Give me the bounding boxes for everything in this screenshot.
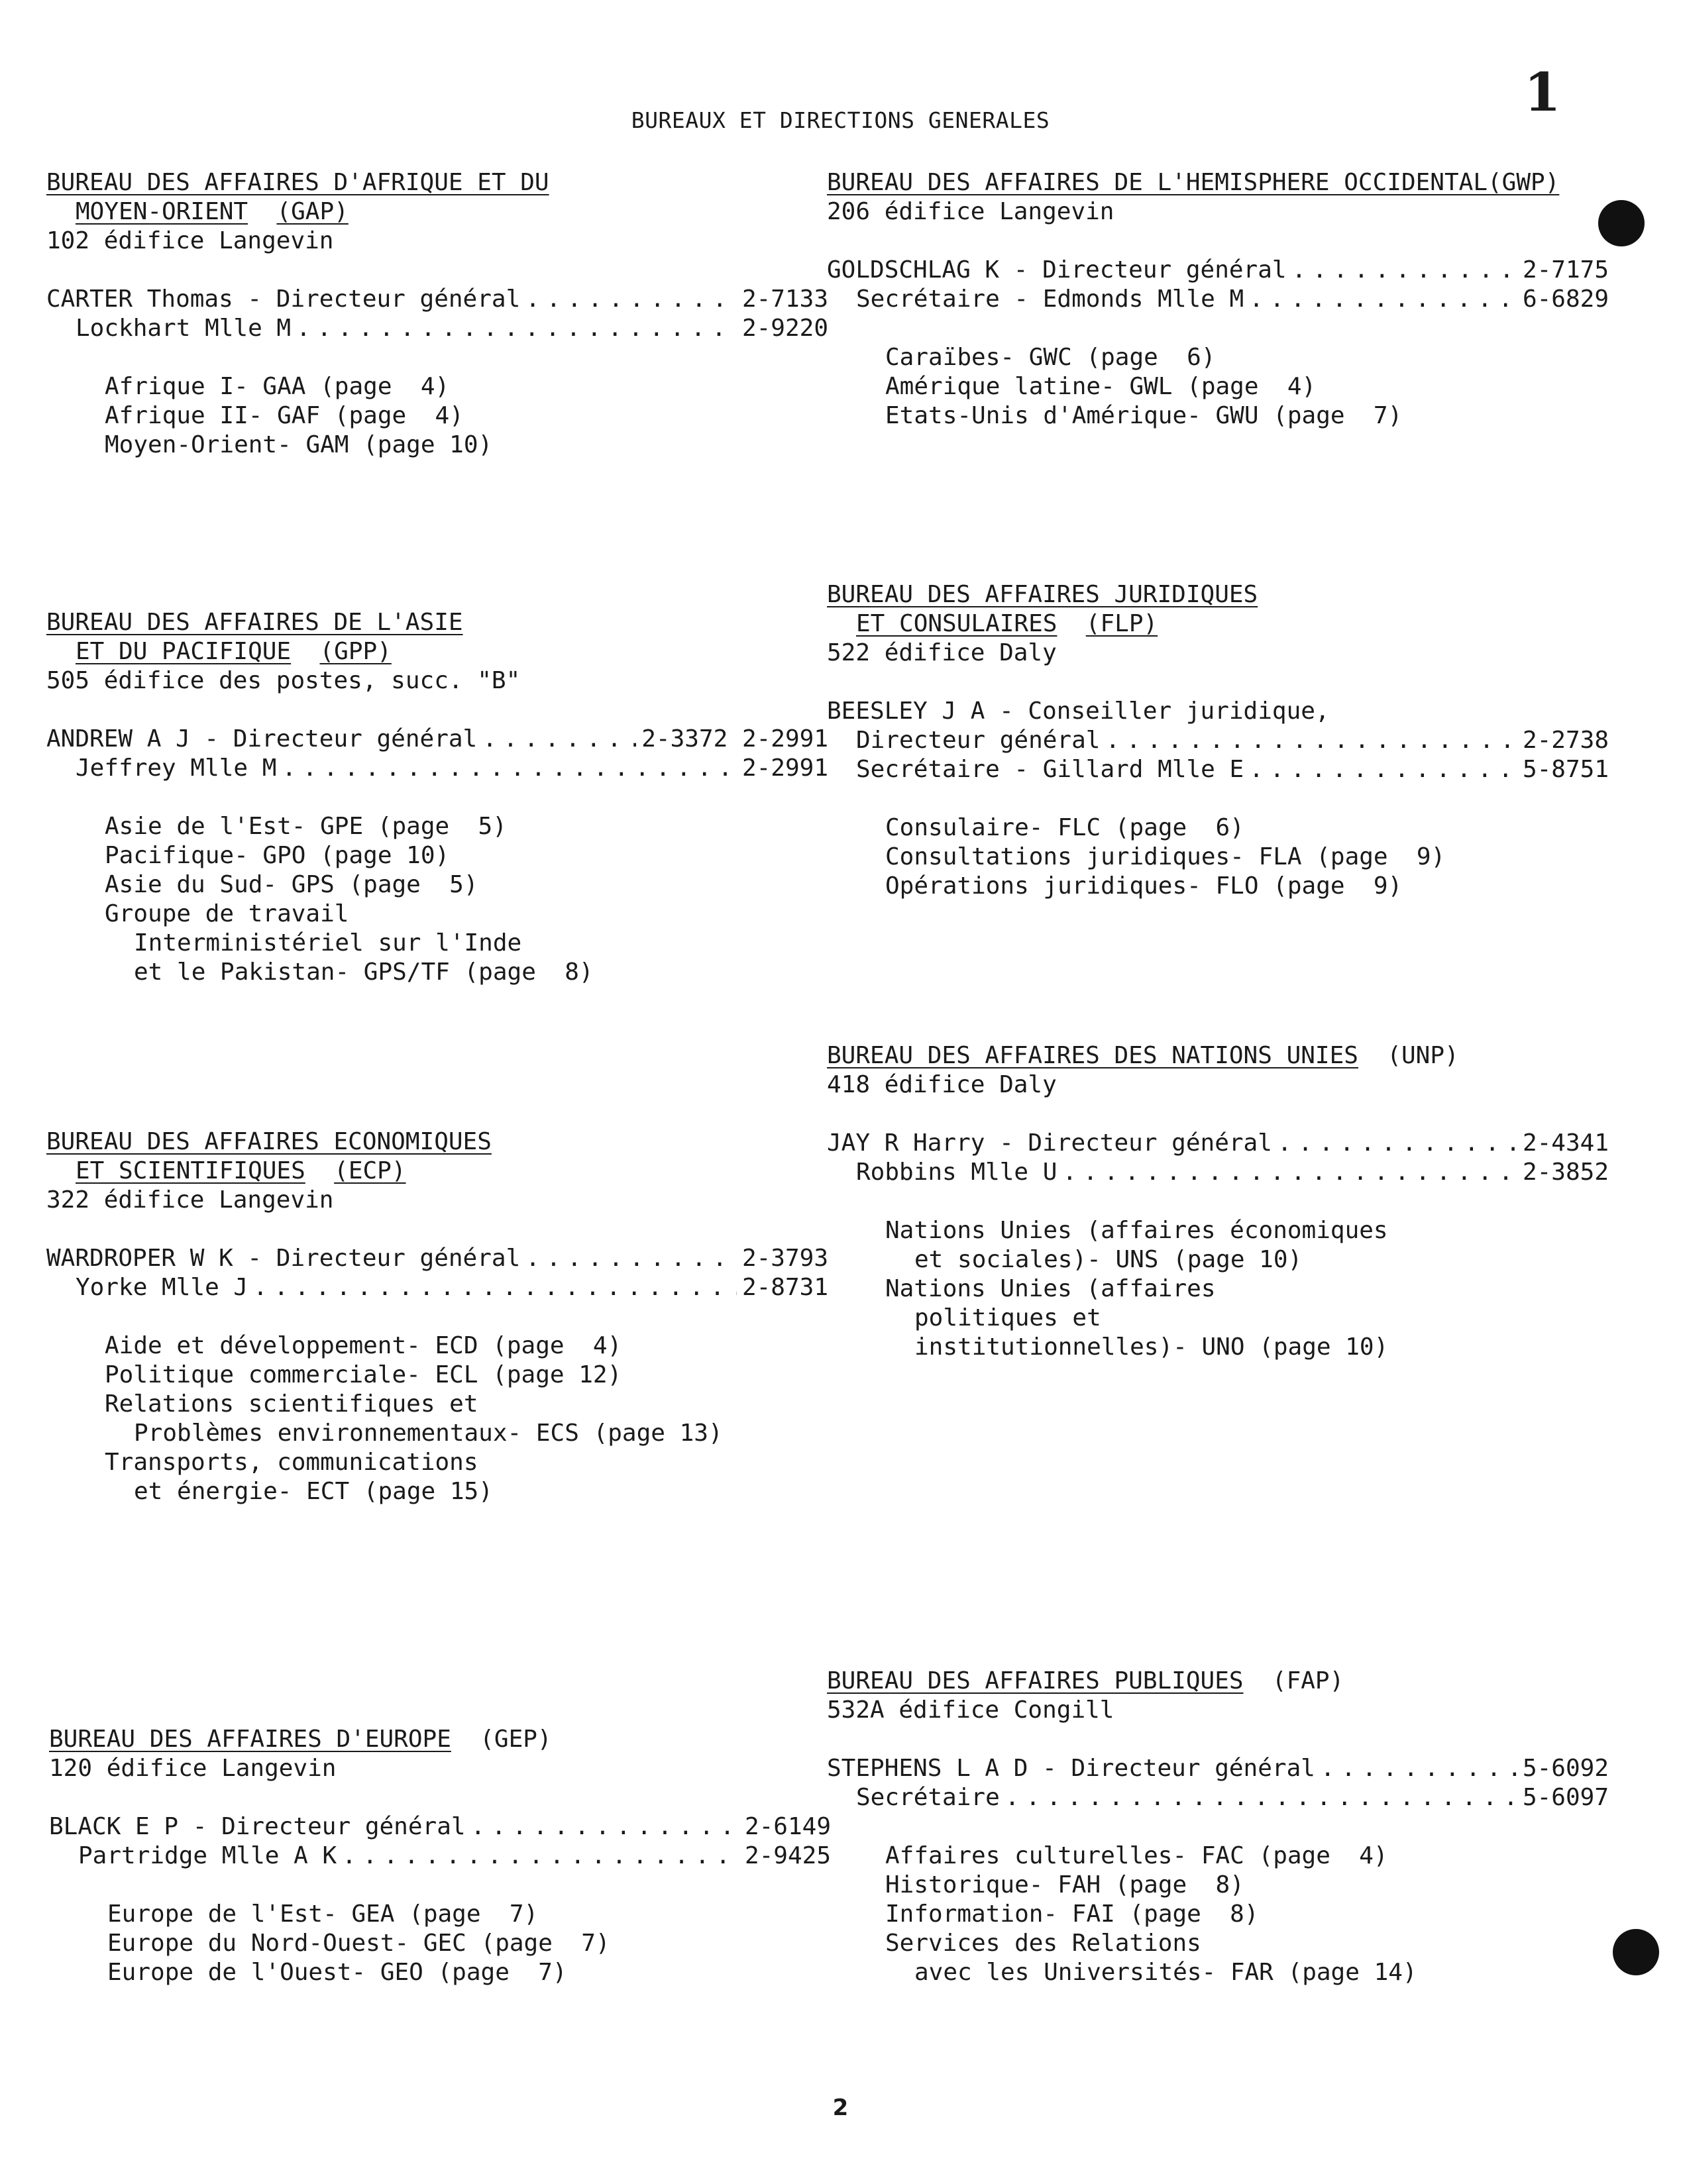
contact-phone: 2-2738 <box>1522 727 1609 754</box>
bureau-unp <box>827 1041 1609 1362</box>
division-row <box>49 1958 831 1987</box>
bureau-address: 532A édifice Congill <box>827 1696 1114 1724</box>
division-row <box>46 431 828 460</box>
contact-row <box>46 314 828 343</box>
contact-row <box>827 1783 1609 1812</box>
contact-name: Secrétaire <box>856 1784 1000 1811</box>
division-name: Europe de l'Ouest <box>107 1959 352 1986</box>
contact-row <box>49 1842 831 1871</box>
division-row <box>49 1900 831 1929</box>
division-row <box>46 870 828 900</box>
contact-name: BLACK E P - Directeur général <box>49 1813 466 1840</box>
division-ref: - ECD (page 4) <box>406 1332 622 1359</box>
contact-name: Directeur général <box>856 727 1101 754</box>
bureau-code: (GAP) <box>276 198 349 225</box>
contact-phone: 2-3793 <box>741 1245 828 1272</box>
contact-phone: 5-8751 <box>1522 756 1609 783</box>
division-ref: - GWC (page 6) <box>1000 344 1216 371</box>
contact-row <box>49 1812 831 1842</box>
bureau-code: (FLP) <box>1085 610 1158 637</box>
division-name: Aide et développement <box>105 1332 407 1359</box>
contact-row <box>46 1273 828 1302</box>
contact-name: Lockhart Mlle M <box>76 315 292 342</box>
contact-name: WARDROPER W K - Directeur général <box>46 1245 521 1272</box>
division-name: Asie de l'Est <box>105 813 292 840</box>
division-ref: - FLA (page 9) <box>1230 843 1446 870</box>
contact-name: GOLDSCHLAG K - Directeur général <box>827 256 1287 284</box>
bureau-gpp <box>46 608 828 987</box>
division-ref: - FAH (page 8) <box>1028 1871 1244 1898</box>
division-ref: - FAC (page 4) <box>1172 1842 1388 1869</box>
bureau-heading: BUREAU DES AFFAIRES D'AFRIQUE ET DU <box>46 169 549 196</box>
bureau-address: 120 édifice Langevin <box>49 1755 337 1782</box>
contact-phone: 2-4341 <box>1522 1129 1609 1157</box>
contact-name: BEESLEY J A - Conseiller juridique, <box>827 698 1330 725</box>
bureau-heading: BUREAU DES AFFAIRES DES NATIONS UNIES <box>827 1042 1358 1069</box>
bureau-code: (ECP) <box>334 1157 406 1184</box>
division-ref: - GWL (page 4) <box>1101 373 1317 400</box>
bureau-heading-cont: MOYEN-ORIENT <box>76 198 248 225</box>
division-ref: - ECT (page 15) <box>277 1478 493 1505</box>
division-name: Groupe de travail <box>105 900 349 927</box>
contact-phone: 2-9425 <box>744 1842 831 1869</box>
contact-name: Secrétaire - Edmonds Mlle M <box>856 286 1244 313</box>
page-number: 2 <box>832 2095 849 2121</box>
bureau-gap <box>46 168 828 460</box>
division-name: Afrique I <box>105 373 235 400</box>
division-row <box>827 1245 1609 1274</box>
division-name: Europe de l'Est <box>107 1900 323 1928</box>
division-name-cont: et sociales) <box>914 1246 1087 1273</box>
contact-phone: 2-2991 <box>741 754 828 782</box>
division-ref: - GEO (page 7) <box>351 1959 567 1986</box>
contact-phone: 2-9220 <box>741 315 828 342</box>
bureau-address: 522 édifice Daly <box>827 639 1057 666</box>
division-row <box>827 872 1609 901</box>
division-row <box>46 958 828 987</box>
contact-row <box>46 725 828 754</box>
division-name: Nations Unies (affaires économiques <box>885 1217 1388 1244</box>
division-name: Opérations juridiques <box>885 872 1187 900</box>
division-row <box>46 372 828 401</box>
contact-row <box>827 1158 1609 1187</box>
division-name: Pacifique <box>105 842 235 869</box>
division-ref: - GEC (page 7) <box>394 1930 610 1957</box>
contact-row <box>46 1244 828 1273</box>
division-row <box>46 1419 828 1448</box>
bureau-address: 102 édifice Langevin <box>46 227 334 254</box>
division-ref: - GAF (page 4) <box>248 402 464 429</box>
page-title: BUREAUX ET DIRECTIONS GENERALES <box>631 107 1050 133</box>
contact-phone: 5-6097 <box>1522 1784 1609 1811</box>
contact-name: STEPHENS L A D - Directeur général <box>827 1755 1315 1782</box>
division-name-cont: et énergie <box>134 1478 278 1505</box>
division-row <box>46 1361 828 1390</box>
contact-row <box>827 1754 1609 1783</box>
division-ref: - GPO (page 10) <box>234 842 450 869</box>
division-name: Affaires culturelles <box>885 1842 1173 1869</box>
division-name: Information <box>885 1900 1044 1928</box>
division-name-cont: institutionnelles) <box>914 1333 1173 1361</box>
contact-name: Yorke Mlle J <box>76 1274 248 1301</box>
bureau-address: 206 édifice Langevin <box>827 198 1114 225</box>
division-row <box>46 1331 828 1361</box>
division-name: Caraïbes <box>885 344 1001 371</box>
contact-phone: 5-6092 <box>1522 1755 1609 1782</box>
division-name: Nations Unies (affaires <box>885 1275 1216 1302</box>
contact-name: JAY R Harry - Directeur général <box>827 1129 1272 1157</box>
contact-name: Jeffrey Mlle M <box>76 754 277 782</box>
bureau-code: (UNP) <box>1387 1042 1459 1069</box>
division-name: Etats-Unis d'Amérique <box>885 402 1187 429</box>
division-ref: - GAM (page 10) <box>277 431 493 458</box>
division-ref: - GAA (page 4) <box>234 373 450 400</box>
division-name: Moyen-Orient <box>105 431 278 458</box>
division-name-cont: Problèmes environnementaux <box>134 1420 508 1447</box>
contact-phone: 6-6829 <box>1522 286 1609 313</box>
bureau-heading: BUREAU DES AFFAIRES PUBLIQUES <box>827 1667 1244 1694</box>
bureau-heading: BUREAU DES AFFAIRES DE L'ASIE <box>46 609 463 636</box>
contact-name: Secrétaire - Gillard Mlle E <box>856 756 1244 783</box>
bureau-code: (GWP) <box>1488 169 1560 196</box>
division-row <box>46 1477 828 1506</box>
division-name: Transports, communications <box>105 1449 478 1476</box>
division-ref: - FAR (page 14) <box>1201 1959 1417 1986</box>
bureau-heading: BUREAU DES AFFAIRES D'EUROPE <box>49 1726 451 1753</box>
contact-phone: 2-7133 <box>741 286 828 313</box>
division-ref: - ECS (page 13) <box>507 1420 723 1447</box>
division-ref: - GEA (page 7) <box>323 1900 539 1928</box>
division-ref: - GWU (page 7) <box>1187 402 1403 429</box>
punch-hole-bottom <box>1613 1929 1659 1975</box>
bureau-code: (GPP) <box>319 638 392 665</box>
contact-name: Robbins Mlle U <box>856 1159 1057 1186</box>
contact-row <box>827 256 1609 285</box>
contact-name: ANDREW A J - Directeur général <box>46 725 478 753</box>
division-ref: - GPS/TF (page 8) <box>335 959 594 986</box>
contact-phone: 2-6149 <box>744 1813 831 1840</box>
division-name-cont: avec les Universités <box>914 1959 1202 1986</box>
division-ref: - GPE (page 5) <box>291 813 507 840</box>
bureau-address: 322 édifice Langevin <box>46 1186 334 1214</box>
bureau-heading: BUREAU DES AFFAIRES DE L'HEMISPHERE OCCIDENTAL <box>827 169 1488 196</box>
bureau-gwp <box>827 168 1609 431</box>
division-name: Relations scientifiques et <box>105 1390 478 1418</box>
contact-row <box>827 755 1609 784</box>
division-ref: - FLO (page 9) <box>1187 872 1403 900</box>
division-name: Politique commerciale <box>105 1361 407 1388</box>
contact-phone: 2-3372 2-2991 <box>641 725 828 753</box>
division-name: Historique <box>885 1871 1029 1898</box>
division-row <box>46 812 828 841</box>
contact-phone: 2-7175 <box>1522 256 1609 284</box>
bureau-code: (FAP) <box>1272 1667 1344 1694</box>
division-row <box>827 1958 1609 1987</box>
bureau-heading: BUREAU DES AFFAIRES ECONOMIQUES <box>46 1128 492 1155</box>
bureau-flp <box>827 580 1609 901</box>
contact-phone: 2-8731 <box>741 1274 828 1301</box>
division-ref: - ECL (page 12) <box>406 1361 622 1388</box>
division-row <box>49 1929 831 1958</box>
division-row <box>827 843 1609 872</box>
division-ref: - UNO (page 10) <box>1173 1333 1389 1361</box>
division-row <box>827 401 1609 431</box>
bureau-gep <box>49 1725 831 1987</box>
division-name: Afrique II <box>105 402 248 429</box>
division-name-cont: et le Pakistan <box>134 959 335 986</box>
bureau-code: (GEP) <box>480 1726 552 1753</box>
contact-row <box>46 754 828 783</box>
division-name: Services des Relations <box>885 1930 1201 1957</box>
bureau-heading: BUREAU DES AFFAIRES JURIDIQUES <box>827 581 1258 608</box>
division-row <box>827 1842 1609 1871</box>
division-row <box>827 1900 1609 1929</box>
contact-row <box>46 285 828 314</box>
corner-mark: 1 <box>1524 61 1561 123</box>
division-ref: - FAI (page 8) <box>1043 1900 1259 1928</box>
division-row <box>827 343 1609 372</box>
bureau-heading-cont: ET DU PACIFIQUE <box>76 638 292 665</box>
division-row <box>827 813 1609 843</box>
division-row <box>827 1871 1609 1900</box>
division-row <box>46 841 828 870</box>
bureau-heading-cont: ET SCIENTIFIQUES <box>76 1157 305 1184</box>
bureau-ecp <box>46 1127 828 1506</box>
division-name-cont: Interministériel sur l'Inde <box>134 929 522 957</box>
division-name: Consulaire <box>885 814 1029 841</box>
division-name: Consultations juridiques <box>885 843 1230 870</box>
division-name: Asie du Sud <box>105 871 263 898</box>
contact-row <box>827 285 1609 314</box>
contact-name: CARTER Thomas - Directeur général <box>46 286 521 313</box>
division-name: Europe du Nord-Ouest <box>107 1930 395 1957</box>
contact-row <box>827 1129 1609 1158</box>
division-row <box>827 372 1609 401</box>
bureau-address: 418 édifice Daly <box>827 1071 1057 1098</box>
division-row <box>827 1333 1609 1362</box>
bureau-heading-cont: ET CONSULAIRES <box>856 610 1057 637</box>
contact-phone: 2-3852 <box>1522 1159 1609 1186</box>
contact-name: Partridge Mlle A K <box>78 1842 337 1869</box>
contact-row <box>827 726 1609 755</box>
bureau-fap <box>827 1667 1609 1987</box>
division-ref: - GPS (page 5) <box>262 871 478 898</box>
division-row <box>46 401 828 431</box>
bureau-address: 505 édifice des postes, succ. "B" <box>46 667 521 694</box>
division-name-cont: politiques et <box>914 1304 1101 1331</box>
division-ref: - FLC (page 6) <box>1028 814 1244 841</box>
division-ref: - UNS (page 10) <box>1087 1246 1303 1273</box>
division-name: Amérique latine <box>885 373 1101 400</box>
